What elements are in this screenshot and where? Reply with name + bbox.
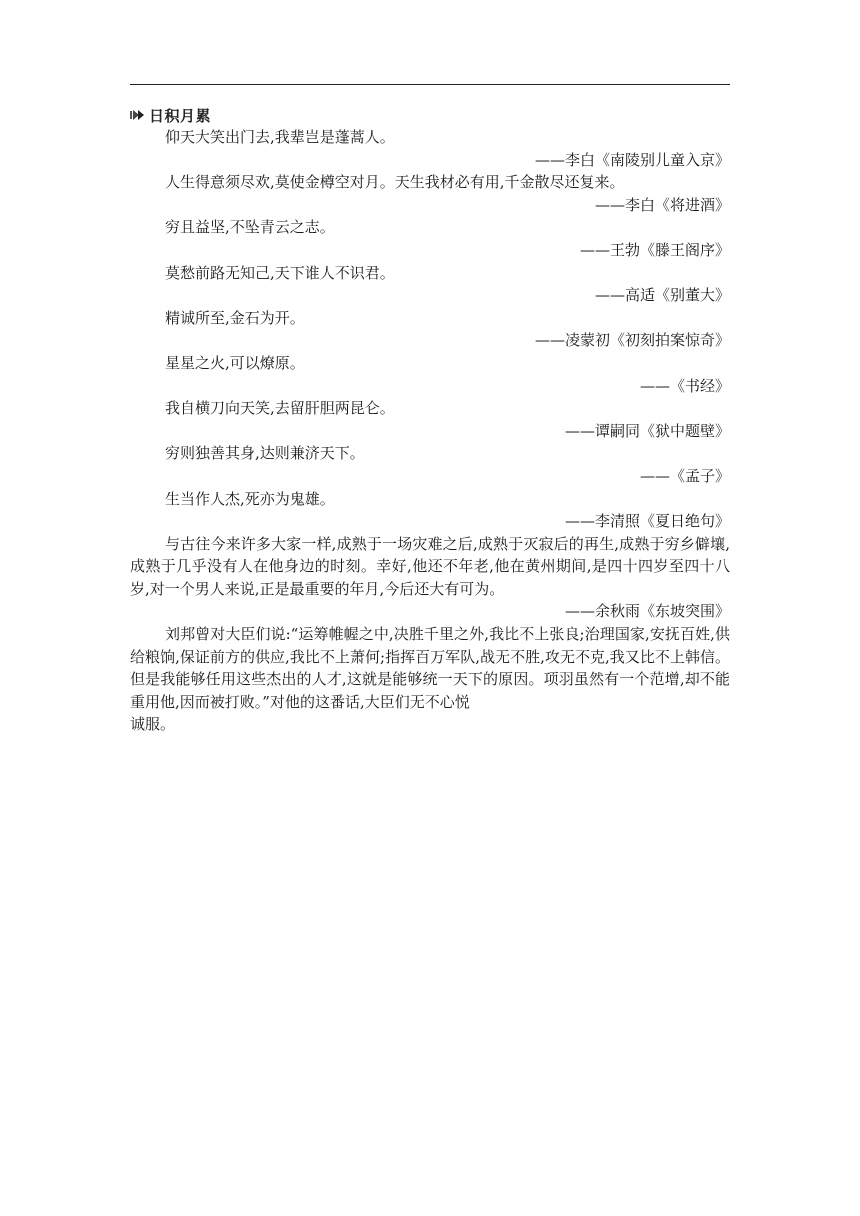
quote-source: ——李清照《夏日绝句》 xyxy=(564,512,730,531)
quote-source: ——李白《南陵别儿童入京》 xyxy=(534,150,730,169)
quote-text: 穷则独善其身,达则兼济天下。 xyxy=(165,444,365,463)
quote-text: 穷且益坚,不坠青云之志。 xyxy=(165,218,335,237)
passage-source: ——余秋雨《东坡突围》 xyxy=(564,602,730,621)
quote-source: ——谭嗣同《狱中题壁》 xyxy=(564,421,730,440)
quote-text: 人生得意须尽欢,莫使金樽空对月。天生我材必有用,千金散尽还复来。 xyxy=(165,173,625,192)
passage-paragraph: 与古往今来许多大家一样,成熟于一场灾难之后,成熟于灭寂后的再生,成熟于穷乡僻壤,成熟于几乎没有人在他身边的时刻。幸好,他还不年老,他在黄州期间,是四十四岁至四十八岁,对一个男人来说,正是最重要的年月,今后还大有可为。 xyxy=(130,534,730,598)
section-title: 日积月累 xyxy=(149,106,212,125)
header-rule xyxy=(130,84,730,85)
quote-text: 仰天大笑出门去,我辈岂是蓬蒿人。 xyxy=(165,128,395,146)
quote-source: ——王勃《滕王阁序》 xyxy=(579,240,730,259)
quote-source: ——高适《别董大》 xyxy=(594,286,730,305)
quote-source: ——李白《将进酒》 xyxy=(594,195,730,214)
quote-source: ——《孟子》 xyxy=(639,466,730,485)
quote-text: 我自横刀向天笑,去留肝胆两昆仑。 xyxy=(165,399,395,418)
double-arrow-icon xyxy=(130,109,146,121)
quote-text: 星星之火,可以燎原。 xyxy=(165,353,305,372)
quote-text: 生当作人杰,死亦为鬼雄。 xyxy=(165,489,335,508)
document-body xyxy=(130,126,730,736)
quote-source: ——《书经》 xyxy=(639,376,730,395)
quote-text: 莫愁前路无知己,天下谁人不识君。 xyxy=(165,263,395,282)
passage-tail: 诚服。 xyxy=(130,715,176,734)
quote-text: 精诚所至,金石为开。 xyxy=(165,308,305,327)
quote-source: ——凌蒙初《初刻拍案惊奇》 xyxy=(534,331,730,350)
section-heading xyxy=(130,105,211,125)
passage-paragraph: 刘邦曾对大臣们说:“运筹帷幄之中,决胜千里之外,我比不上张良;治理国家,安抚百姓,供给粮饷,保证前方的供应,我比不上萧何;指挥百万军队,战无不胜,攻无不克,我又比不上韩信。但是我能够任用这些杰出的人才,这就是能够统一天下的原因。项羽虽然有一个范增,却不能重用他,因而被打败。”对他的这番话,大臣们无不心悦 xyxy=(130,625,730,711)
